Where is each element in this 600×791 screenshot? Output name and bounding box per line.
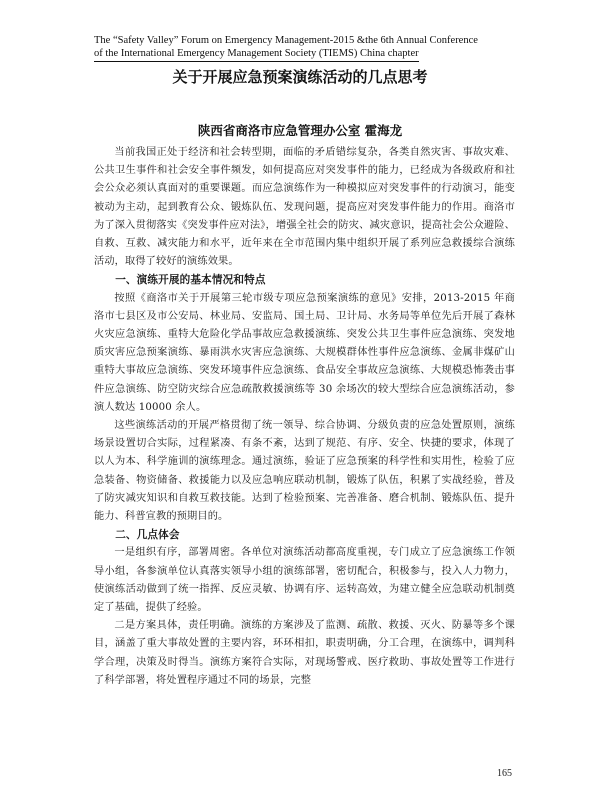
paragraph: 这些演练活动的开展严格贯彻了统一领导、综合协调、分级负责的应急处置原则，演练场景设置切合实际，过程紧凑、有条不紊，达到了规范、有序、安全、快捷的要求，体现了以人为本、科学施训的演练理念。通过演练，验证了应急预案的科学性和实用性，检验了应急装备、物资储备、救援能力以及应急响应联动机制，锻炼了队伍，积累了实战经验，普及了防灾减灾知识和自救互救技能。达到了检验预案、完善准备、磨合机制、锻炼队伍、提升能力、科普宣教的预期目的。 [94, 420, 515, 523]
paragraph: 按照《商洛市关于开展第三轮市级专项应急预案演练的意见》安排，2013-2015 年商洛市七县区及市公安局、林业局、安监局、国土局、卫计局、水务局等单位先后开展了森林火灾应急演练、重特大危险化学品事故应急救援演练、突发公共卫生事件应急演练、突发地质灾害应急预案演练、暴雨洪水灾害应急演练、大规模群体性事件应急演练、金属非煤矿山重特大事故应急演练、突发环境事件应急演练、食品安全事故应急演练、大规模恐怖袭击事件应急演练、防空防灾综合应急疏散救援演练等 30 余场次的较大型综合应急演练活动，参演人数达 10000 余人。 [94, 292, 515, 413]
paragraph: 一是组织有序，部署周密。各单位对演练活动都高度重视，专门成立了应急演练工作领导小组，各参演单位认真落实领导小组的演练部署，密切配合，积极参与，投入人力物力，使演练活动做到了统一指挥、反应灵敏、协调有序、运转高效，为建立健全应急联动机制奠定了基础，提供了经验。 [94, 547, 515, 614]
article-author: 陕西省商洛市应急管理办公室 霍海龙 [197, 123, 403, 138]
paragraph: 当前我国正处于经济和社会转型期，面临的矛盾错综复杂，各类自然灾害、事故灾难、公共卫生事件和社会安全事件频发，如何提高应对突发事件的能力，已经成为各级政府和社会公众必须认真面对的重要课题。而应急演练作为一种模拟应对突发事件的行动演习，能变被动为主动，起到教育公众、锻炼队伍、发现问题，提高应对突发事件能力的作用。商洛市为了深入贯彻落实《突发事件应对法》，增强全社会的防灾、减灾意识，提高社会公众避险、自救、互救、减灾能力和水平，近年来在全市范围内集中组织开展了系列应急救援综合演练活动，取得了较好的演练效果。 [94, 147, 515, 268]
running-header-line1: The “Safety Valley” Forum on Emergency Management-2015 &the 6th Annual Conference [94, 35, 478, 46]
running-header-line2: of the International Emergency Management Society (TIEMS) China chapter [94, 47, 419, 62]
section-heading: 二、几点体会 [115, 529, 180, 542]
page-number: 165 [497, 768, 512, 779]
section-heading: 一、演练开展的基本情况和特点 [115, 274, 266, 287]
article-body [94, 144, 515, 690]
running-header [94, 34, 534, 62]
article-title: 关于开展应急预案演练活动的几点思考 [172, 68, 428, 86]
paragraph: 二是方案具体，责任明确。演练的方案涉及了监测、疏散、救援、灭火、防暴等多个课目，涵盖了重大事故处置的主要内容，环环相扣，职责明确，分工合理，在演练中，调判科学合理，决策及时得当。演练方案符合实际，对现场警戒、医疗救助、事故处置等工作进行了科学部署，将处置程序通过不同的场景，完整 [94, 620, 515, 686]
